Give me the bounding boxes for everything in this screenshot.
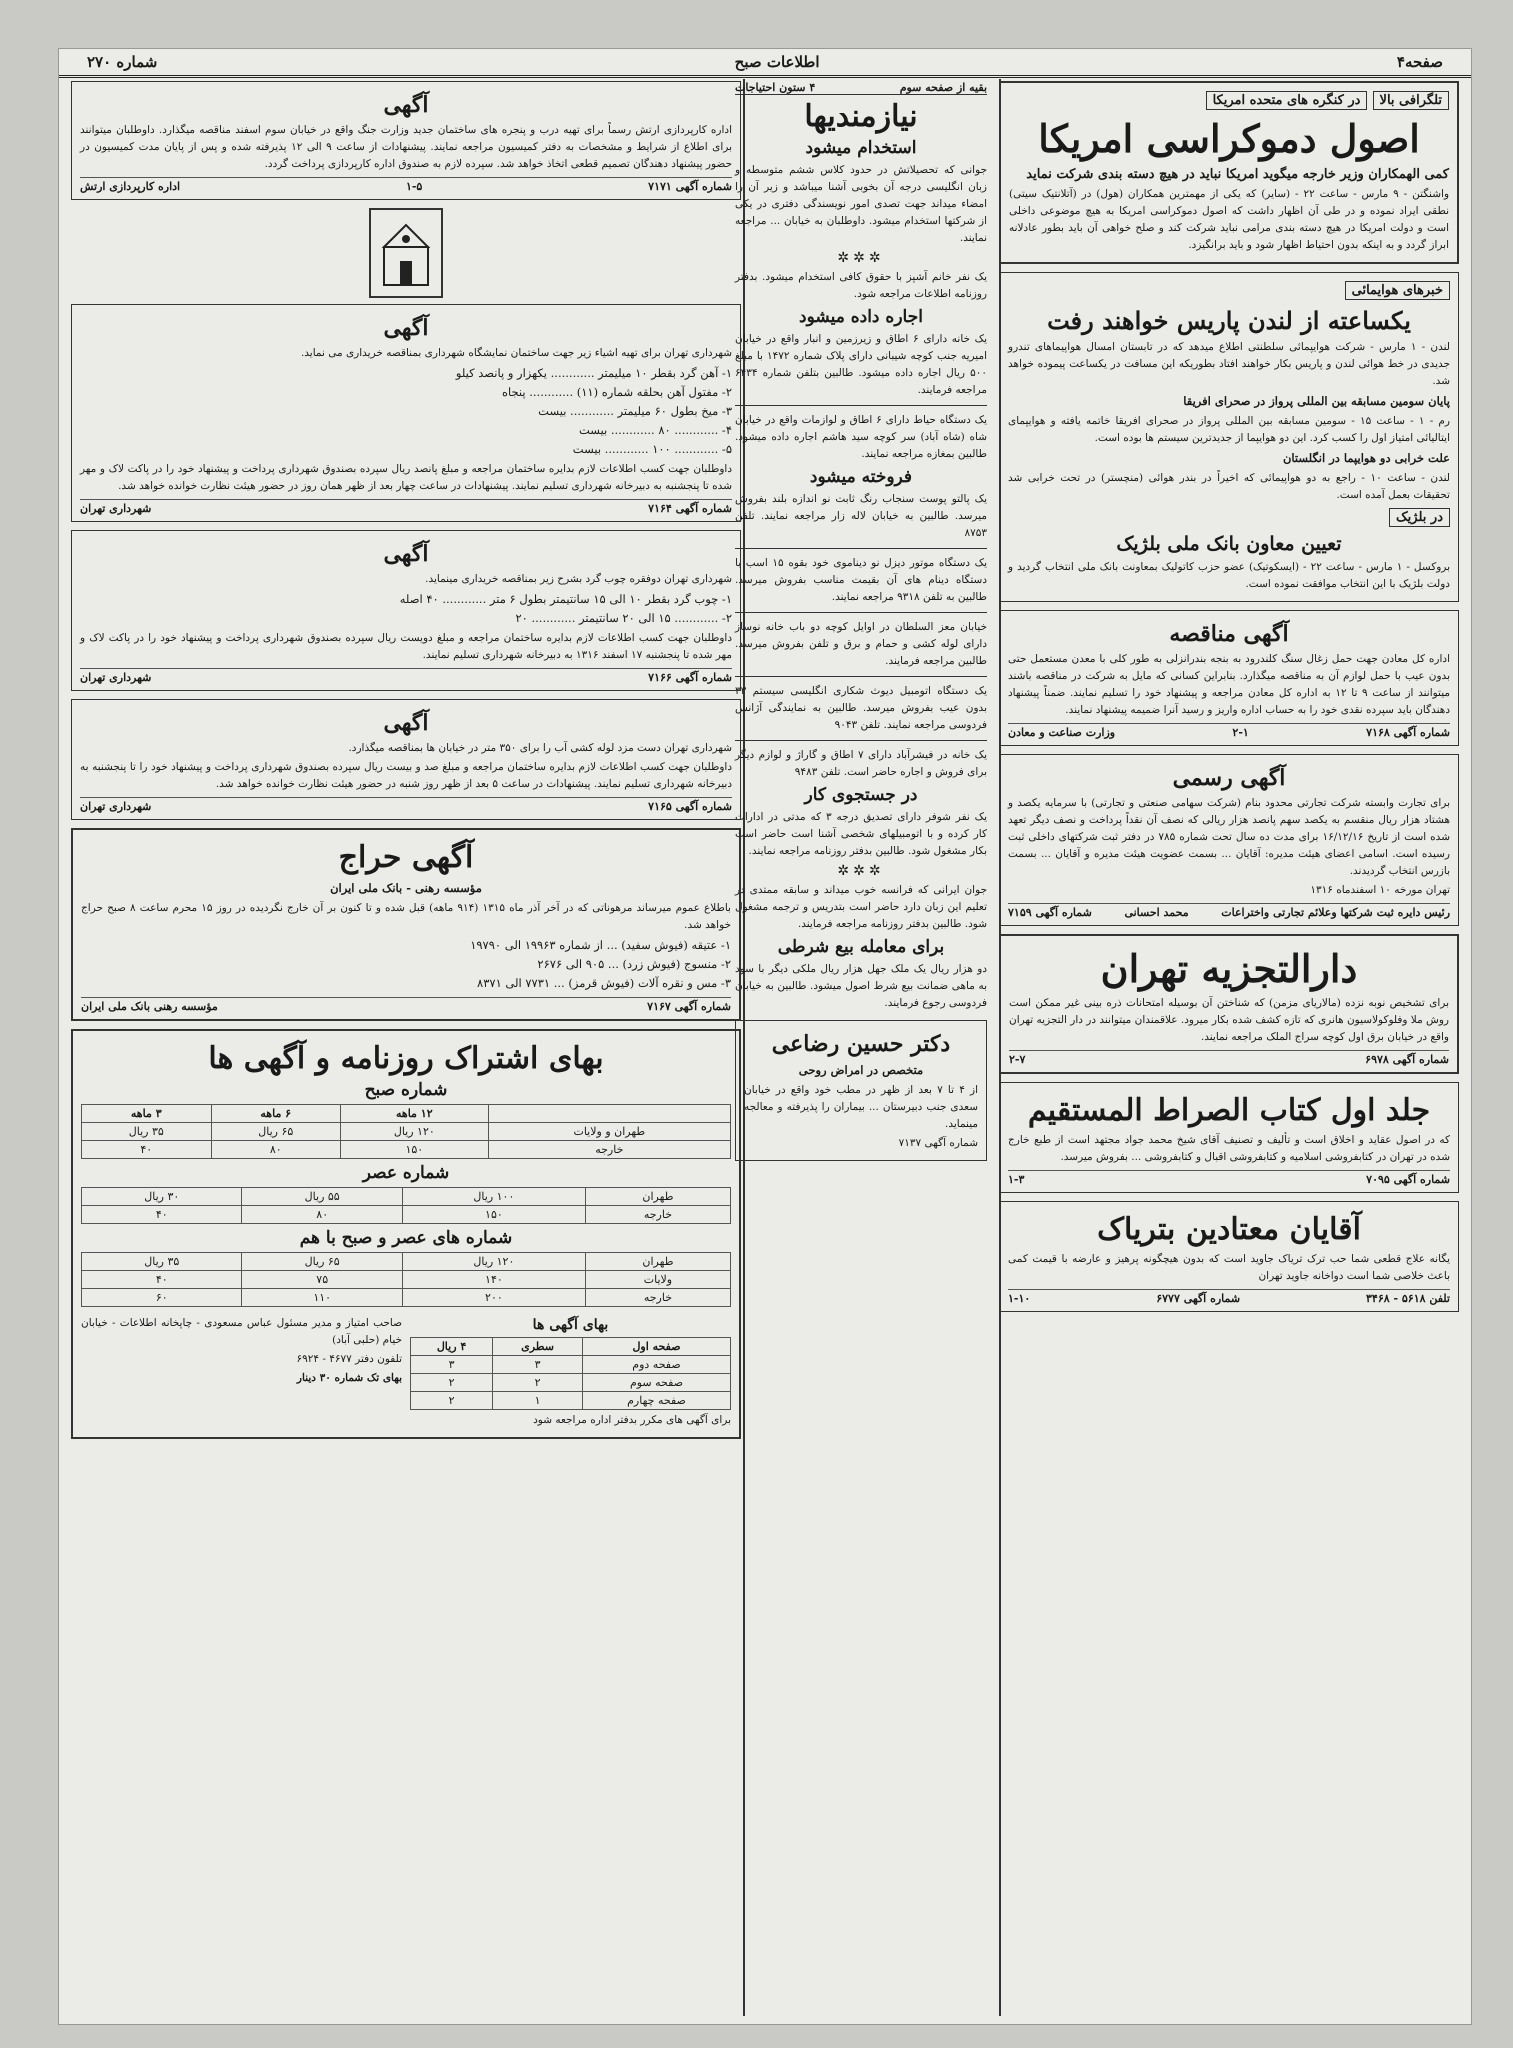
- section-title: برای معامله بیع شرطی: [777, 937, 945, 957]
- ad-number: شماره آگهی ۷۱۶۵: [648, 800, 732, 813]
- ad-number: شماره آگهی ۷۱۶۶: [648, 671, 732, 684]
- table-cell: ۲: [411, 1392, 493, 1410]
- doctor-ad: [735, 1020, 987, 1161]
- ad-body: باطلاع عموم میرساند مرهوناتی که در آخر آذر ماه ۱۳۱۵ (۹۱۴ ماهه) قبل شده و تا کنون بر آن خارج نگردیده در روز ۱۵ محرم ساعت ۸ صبح حراج خواهد شد.: [81, 902, 731, 931]
- ad-title: دارالتجزیه تهران: [1100, 946, 1358, 991]
- table-cell: ۲: [493, 1374, 583, 1392]
- opium-ad: [999, 1201, 1459, 1312]
- table-cell: ۴۰: [82, 1206, 242, 1224]
- ad-footer: [80, 499, 732, 515]
- evening-rates-table: [81, 1187, 731, 1224]
- table-cell: ۱۴۰: [402, 1271, 585, 1289]
- ad-signature: شهرداری تهران: [80, 502, 152, 515]
- ad-title: آگهی مناقصه: [1169, 621, 1289, 647]
- table-cell: طهران و ولایات: [488, 1123, 730, 1141]
- table-cell: ۱۲۰ ریال: [340, 1123, 488, 1141]
- ad-intro: شهرداری تهران برای تهیه اشیاء زیر جهت ساختمان نمایشگاه شهرداری بمناقصه خریداری می نماید.: [300, 347, 732, 359]
- article-body: لندن - ساعت ۱۰ - راجع به دو هواپیمائی که اخیراً در بندر هوائی (منچستر) در تحت خرابی شد تحقیقات بعمل آمده است.: [1008, 472, 1451, 501]
- paper-name: اطلاعات صبح: [734, 53, 820, 71]
- ad-number: شماره آگهی ۷۱۶۸: [1366, 726, 1450, 739]
- article-body: واشنگتن - ۹ مارس - ساعت ۲۲ - (سایر) که یکی از مهمترین همکاران (هول) در (آتلانتیک سیتی) نطقی ایراد نموده و در طی آن اظهار داشت که اصول دموکراسی امریکا به هیچ موضوعی داخلی است و دولت امریکا در هیچ دسته بندی مرامی نباید شرکت کند و صلح خواهی آن باید بطور عادلانه ابراز گردد و به اینکه بدون احتیاط اظهار شود و باید برانگیزد.: [1009, 188, 1450, 251]
- ad-footer: [80, 177, 732, 193]
- table-header-row: [82, 1105, 731, 1123]
- classified-item: یک دستگاه حیاط دارای ۶ اطاق و لوازمات واقع در خیابان شاه (شاه آباد) سر کوچه سید هاشم اجاره داده میشود. طالبین بمغازه مراجعه نمایند.: [735, 414, 987, 460]
- ad-signature: شهرداری تهران: [80, 800, 152, 813]
- municipality-ad-1: [71, 304, 741, 522]
- table-row: [82, 1253, 731, 1271]
- single-copy-price: بهای تک شماره ۳۰ دینار: [296, 1372, 402, 1384]
- ad-number: شماره آگهی ۶۷۷۷: [1156, 1292, 1241, 1305]
- table-header-cell: ۶ ماهه: [211, 1105, 340, 1123]
- section-title: اجاره داده میشود: [799, 307, 923, 327]
- ads-rates-table: [410, 1337, 731, 1410]
- classified-item: یک خانه دارای ۶ اطاق و زیرزمین و انبار واقع در خیابان امیریه جنب کوچه شیبانی دارای پلاک شماره ۱۴۷۲ با مبلغ ۵۰۰ ریال اجاره داده میشود. طالبین بتلفن شماره ۶۴۳۴ مراجعه فرمایند.: [735, 333, 988, 396]
- table-cell: ۵۵ ریال: [242, 1188, 402, 1206]
- table-caption: شماره های عصر و صبح با هم: [299, 1228, 513, 1248]
- table-cell: ۳۵ ریال: [82, 1253, 242, 1271]
- tender-ad: [999, 610, 1459, 746]
- kicker-belgium: در بلژیک: [1389, 508, 1450, 527]
- ad-item-list: [81, 936, 731, 993]
- ad-body: داوطلبان جهت کسب اطلاعات لازم بدایره ساختمان مراجعه و مبلغ پانصد ریال سپرده بصندوق شهرداری پرداخت و پیشنهاد خود را در پاکت لاک و مهر شده تا پنجشنبه به دبیرخانه شهرداری تسلیم نمایند. پیشنهادات در ساعت چهار بعد از ظهر همان روز در حضور هیئت نظارت خوانده خواهد شد.: [80, 463, 732, 492]
- aviation-news: [999, 272, 1459, 602]
- ad-intro: شهرداری تهران دوفقره چوب گرد بشرح زیر بمناقصه خریداری مینماید.: [425, 573, 732, 585]
- list-item: ۲- منسوج (فیوش زرد) ... ۹۰۵ الی ۲۶۷۶: [537, 957, 731, 971]
- ad-body: برای تجارت وابسته شرکت تجارتی محدود بنام (شرکت سهامی صنعتی و تجارتی) با سرمایه یکصد و هشتاد هزار ریال منقسم به یکصد سهم پانصد هزار ریالی که نصف آن نقداً پرداخت و نصف دیگر تعهد شده است از تاریخ ۱۶/۱۲/۱۶ برای مدت ده سال تحت شماره ۷۸۵ در دفتر ثبت شرکتهای داخلی ثبت رسیده است. اسامی اعضای هیئت مدیره: آقایان ... بسمت عضویت هیئت مدیره و آقایان ... بسمت بازرس انتخاب گردیدند.: [1008, 797, 1450, 877]
- ad-signature: وزارت صناعت و معادن: [1008, 726, 1116, 739]
- table-cell: ۶۰: [82, 1289, 242, 1307]
- table-cell: ۴۰: [82, 1271, 242, 1289]
- left-column: [71, 81, 741, 1447]
- ad-number: شماره آگهی ۷۱۷۱: [648, 180, 732, 193]
- masthead: [59, 49, 1471, 78]
- list-item: ۱- آهن گرد بقطر ۱۰ میلیمتر ............ یکهزار و پانصد کیلو: [455, 366, 732, 380]
- ad-body: اداره کارپردازی ارتش رسماً برای تهیه درب و پنجره های ساختمان جدید وزارت جنگ واقع در خیابان سوم اسفند مناقصه میگذارد. داوطلبان میتوانند برای اطلاع از شرایط و مشخصات به دفتر کمیسیون مراجعه نمایند. پیشنهادات از ساعت ۹ الی ۱۲ پذیرفته شده و پس از پایان مدت کمیسیون در حضور پیشنهاد دهندگان تصمیم قطعی اتخاذ خواهد شد. سپرده لازم به صندوق اداره کارپردازی پرداخت گردد.: [80, 124, 733, 170]
- ads-note: برای آگهی های مکرر بدفتر اداره مراجعه شود: [533, 1414, 731, 1426]
- divider: [735, 548, 987, 549]
- table-row: [411, 1374, 731, 1392]
- us-news-article: [999, 81, 1459, 264]
- divider: [735, 676, 987, 677]
- table-row: [411, 1392, 731, 1410]
- classified-item: یک خانه در فیشرآباد دارای ۷ اطاق و گاراژ و لوازم دیگر برای فروش و اجاره حاضر است. تلفن ۹۴۸۳: [735, 749, 987, 778]
- page-label: صفحه۴: [1396, 53, 1443, 71]
- divider: [735, 740, 987, 741]
- continued-label: بقیه از صفحه سوم: [899, 81, 987, 94]
- ad-number: شماره آگهی ۷۱۵۹: [1008, 906, 1092, 919]
- official-ad: [999, 754, 1459, 926]
- auction-ad: [71, 828, 741, 1021]
- ad-title: جلد اول کتاب الصراط المستقیم: [1027, 1093, 1431, 1128]
- book-ad: [999, 1082, 1459, 1193]
- table-cell: صفحه چهارم: [582, 1392, 730, 1410]
- classified-item: یک نفر خانم آشپز با حقوق کافی استخدام میشود. بدفتر روزنامه اطلاعات مراجعه شود.: [735, 271, 987, 300]
- headline-democracy: اصول دموکراسی امریکا: [1038, 116, 1420, 161]
- table-row: [82, 1123, 731, 1141]
- list-item: ۵- ............ ۱۰۰ ............ بیست: [572, 442, 732, 456]
- table-cell: طهران: [585, 1253, 730, 1271]
- ad-number: شماره آگهی ۶۹۷۸: [1365, 1053, 1449, 1066]
- table-cell: ۸۰: [211, 1141, 340, 1159]
- ad-code: ۱-۱۰: [1008, 1292, 1031, 1305]
- ad-footer: [81, 997, 731, 1013]
- ad-code: ۲-۱: [1232, 726, 1249, 739]
- ad-footer: [1008, 1289, 1450, 1305]
- classified-item: خیابان معز السلطان در اوایل کوچه دو باب خانه نوساز دارای لوله کشی و حمام و برق و تلفن بفروش میرسد. طالبین مراجعه فرمایند.: [735, 621, 987, 667]
- section-label: خبرهای هوایمائی: [1345, 281, 1450, 300]
- ad-signature: مؤسسه رهنی بانک ملی ایران: [81, 1000, 218, 1013]
- divider: [735, 612, 987, 613]
- municipality-ad-3: [71, 699, 741, 820]
- needs-title: نیازمندیها: [804, 99, 918, 134]
- table-caption: شماره صبح: [364, 1080, 448, 1100]
- table-header-cell: ۴ ریال: [411, 1338, 493, 1356]
- table-header-cell: صفحه اول: [582, 1338, 730, 1356]
- table-cell: ۱۰۰ ریال: [402, 1188, 585, 1206]
- table-cell: ۲۰۰: [402, 1289, 585, 1307]
- ad-number: شماره آگهی ۷۱۳۷: [898, 1137, 978, 1149]
- table-cell: خارجه: [585, 1206, 730, 1224]
- list-item: ۲- مفتول آهن بحلقه شماره (۱۱) ............ پنجاه: [501, 385, 732, 399]
- ad-title: آگهی: [383, 315, 429, 341]
- ad-body: اداره کل معادن جهت حمل زغال سنگ کلندرود به بنجه بندرانزلی به طور کلی با معدن مستعمل حتی بدون عیب با حمل لوازم آن به مناقصه میگذارد. بنابراین کسانی که مایل به شرکت در مناقصه باشند میتوانند از ساعت ۹ تا ۱۲ به اداره کل معادن مراجعه و پیشنهاد خود را تسلیم نمایند. ضمناً پیشنهاد دهندگان باید سپرده نقدی خود را به حساب اداره واریز و رسید آنرا ضمیمه پیشنهاد نمایند.: [1008, 653, 1450, 716]
- classified-item: یک پالتو پوست سنجاب رنگ ثابت نو اندازه بلند بفروش میرسد. طالبین به خیابان لاله زار مراجعه نمایند. تلفن ۸۷۵۳: [735, 493, 987, 539]
- article-body: رم - ۱ - ساعت ۱۵ - سومین مسابقه بین المللی پرواز در صحرای افریقا خاتمه یافته و هوایپمای ایتالیائی امتیاز اول را کسب کرد. این دو هوایپما از جدیدترین سیستم ها بوده است.: [1008, 415, 1451, 444]
- table-header-cell: سطری: [493, 1338, 583, 1356]
- subhead: کمی الهمکاران وزیر خارجه میگوید امریکا نباید در هیچ دسته بندی شرکت نماید: [1026, 167, 1449, 182]
- list-item: ۲- ............ ۱۵ الی ۲۰ سانتیمتر ............ ۲۰: [515, 611, 732, 625]
- table-row: [82, 1206, 731, 1224]
- morning-rates-table: [81, 1104, 731, 1159]
- ad-body: یگانه علاج قطعی شما حب ترک تریاک جاوید است که بدون هیچگونه پرهیز و عارضه با قیمت کمی باعث خلاصی شما است دواخانه جاوید تهران: [1008, 1253, 1450, 1282]
- table-cell: ۸۰: [242, 1206, 402, 1224]
- ad-item-list: [80, 364, 732, 459]
- table-cell: ۲: [411, 1374, 493, 1392]
- table-row: [82, 1188, 731, 1206]
- table-cell: ۳: [493, 1356, 583, 1374]
- ad-title: آگهی: [383, 710, 429, 736]
- ad-code: ۲-۷: [1009, 1053, 1026, 1066]
- classified-item: جوان ایرانی که فرانسه خوب میداند و سابقه ممتدی در تعلیم این زبان دارد حاضر است بتدریس و ترجمه مشغول شود. طالبین بدفتر روزنامه مراجعه فرمایند.: [735, 884, 987, 930]
- table-row: [82, 1289, 731, 1307]
- section-title: استخدام میشود: [805, 138, 917, 158]
- ad-signature: اداره کارپردازی ارتش: [80, 180, 181, 193]
- ad-footer: [1008, 903, 1450, 919]
- ad-signature: رئیس دایره ثبت شرکتها وعلائم تجارتی واختراعات: [1221, 906, 1450, 919]
- separator-ornament: ✲✲✲: [837, 250, 885, 266]
- ad-body: برای تشخیص نوبه نزده (مالاریای مزمن) که شناختن آن بوسیله امتحانات ذره بینی غیر ممکن است روش ملا وفلوکولاسیون هانری که تازه کشف شده بکار میرود. علاقمندان میتوانند در دار التجزیه تهران واقع در خیابان برق اول کوچه سراج الملک مراجعه نمایند.: [1009, 997, 1449, 1043]
- classified-item: دو هزار ریال یک ملک جهل هزار ریال ملکی دیگر با سود به ماهی ضمانت بیع شرط اصول میشود. طالبین به خیابان فردوسی رجوع فرمایند.: [735, 963, 987, 1009]
- table-cell: ۴۰: [82, 1141, 212, 1159]
- headline-london-paris: یکساعته از لندن پاریس خواهند رفت: [1047, 306, 1411, 335]
- classified-item: جوانی که تحصیلاتش در حدود کلاس ششم متوسطه و زبان انگلیسی درجه آن بخوبی آشنا میباشد و زیر آن را امضاء میداند جهت تصدی امور نویسندگی دفتری در یکی از شرکتها استخدام میشود. داوطلبان به خیابان ... مراجعه نمایند.: [735, 164, 987, 244]
- publisher-block: [81, 1313, 402, 1431]
- ad-footer: [80, 668, 732, 684]
- right-column: [999, 81, 1459, 1320]
- ad-footer: [1009, 1050, 1449, 1066]
- section-title: فروخته میشود: [809, 467, 913, 487]
- list-item: ۴- ............ ۸۰ ............ بیست: [578, 423, 732, 437]
- ad-body: داوطلبان جهت کسب اطلاعات لازم بدایره ساختمان مراجعه و مبلغ دویست ریال سپرده بصندوق شهرداری پرداخت و پیشنهاد خود را در پاکت لاک و مهر شده تا پنجشنبه ۱۷ اسفند ۱۳۱۶ به دبیرخانه شهرداری تسلیم نمایند.: [80, 632, 732, 661]
- table-cell: صفحه دوم: [582, 1356, 730, 1374]
- classified-item: یک دستگاه اتومبیل دیوث شکاری انگلیسی سیستم ۳۳ بدون عیب بفروش میرسد. طالبین به نمایندگی آژانس فردوسی مراجعه نمایند. تلفن ۹۰۴۳: [735, 685, 987, 731]
- table-row: [411, 1356, 731, 1374]
- newspaper-page: [58, 48, 1472, 2025]
- list-item: ۳- میخ بطول ۶۰ میلیمتر ............ بیست: [538, 404, 732, 418]
- subscription-box: [71, 1029, 741, 1439]
- ad-code: ۱-۵: [405, 180, 423, 193]
- ad-body: که در اصول عقاید و اخلاق است و تألیف و تصنیف آقای شیخ محمد جواد مجتهد است از طبع خارج شده در تهران در کتابفروشی اسلامیه و کتابفروشی اقبال و کتابفروشی ... بفروش میرسد.: [1008, 1134, 1450, 1163]
- ad-signer-name: محمد احسانی: [1124, 906, 1189, 919]
- headline-belgium: تعیین معاون بانک ملی بلژیک: [1116, 533, 1342, 555]
- table-cell: ۱: [493, 1392, 583, 1410]
- list-item: ۱- چوب گرد بقطر ۱۰ الی ۱۵ سانتیمتر بطول ۶ متر ............ ۴۰ اصله: [399, 592, 732, 606]
- table-cell: ولایات: [585, 1271, 730, 1289]
- subscription-title: بهای اشتراک روزنامه و آگهی ها: [208, 1041, 604, 1076]
- article-body: لندن - ۱ مارس - شرکت هوایپمائی سلطنتی اطلاع میدهد که در تابستان امسال هواپیماهای تندرو جدیدی در خط هوائی لندن و پاریس بکار خواهند افتاد بطوریکه این مسافت در یکساعت پیموده خواهد شد.: [1008, 341, 1450, 387]
- ad-body: داوطلبان جهت کسب اطلاعات لازم بدایره ساختمان مراجعه و مبلغ صد و بیست ریال سپرده بصندوق شهرداری پرداخت و پیشنهاد خود را تا پنجشنبه به دبیرخانه شهرداری تسلیم نمایند. پیشنهادات در ساعت ۵ بعد از ظهر روز شنبه در حضور هیئت نظارت خوانده خواهد شد.: [80, 761, 732, 790]
- column-label: ۴ ستون احتیاجات: [735, 81, 816, 94]
- kicker-top: تلگرافی بالا: [1373, 91, 1449, 110]
- ad-code: ۱-۳: [1008, 1173, 1025, 1186]
- combined-rates-table: [81, 1252, 731, 1307]
- list-item: ۱- عتیقه (فیوش سفید) ... از شماره ۱۹۹۶۳ الی ۱۹۷۹۰: [470, 938, 731, 952]
- table-cell: ۱۵۰: [340, 1141, 488, 1159]
- issue-label: شماره ۲۷۰: [87, 53, 158, 71]
- table-cell: طهران: [585, 1188, 730, 1206]
- table-cell: ۶۵ ریال: [211, 1123, 340, 1141]
- table-cell: خارجه: [585, 1289, 730, 1307]
- table-row: [82, 1141, 731, 1159]
- table-cell: صفحه سوم: [582, 1374, 730, 1392]
- ad-title: آگهی حراج: [338, 840, 474, 875]
- table-cell: ۷۵: [242, 1271, 402, 1289]
- ad-body: از ۴ تا ۷ بعد از ظهر در مطب خود واقع در خیابان سعدی جنب دبیرستان ... بیماران را پذیرفته و معالجه مینماید.: [744, 1084, 979, 1130]
- army-ad: [71, 81, 741, 200]
- separator-ornament: ✲✲✲: [837, 863, 885, 879]
- ads-rates: [410, 1313, 731, 1431]
- ad-number: شماره آگهی ۷۱۶۷: [647, 1000, 731, 1013]
- kicker-sub: در کنگره های متحده امریکا: [1206, 91, 1368, 110]
- ad-footer: [1008, 1170, 1450, 1186]
- classified-item: یک نفر شوفر دارای تصدیق درجه ۳ که مدتی در ادارات کار کرده و با اتومبیلهای شخصی آشنا است حاضر است بکار مشغول شود. طالبین بدفتر روزنامه مراجعه نمایند.: [735, 811, 988, 857]
- table-cell: ۳: [411, 1356, 493, 1374]
- ad-number: شماره آگهی ۷۰۹۵: [1366, 1173, 1450, 1186]
- ad-title: آگهی: [383, 541, 429, 567]
- ads-rate-title: بهای آگهی ها: [532, 1317, 609, 1333]
- ad-subtitle: مؤسسه رهنی - بانک ملی ایران: [330, 881, 482, 895]
- subhead: پایان سومین مسابقه بین المللی پرواز در صحرای افریقا: [1183, 394, 1450, 408]
- ad-item-list: [80, 590, 732, 628]
- publisher-info: صاحب امتیاز و مدیر مسئول عباس مسعودی - چاپخانه اطلاعات - خیابان خیام (حلبی آباد): [81, 1317, 402, 1346]
- table-cell: ۱۱۰: [242, 1289, 402, 1307]
- subscription-footer: [81, 1313, 731, 1431]
- doctor-name: دکتر حسین رضاعی: [771, 1031, 951, 1057]
- table-header-row: [411, 1338, 731, 1356]
- classified-item: یک دستگاه موتور دیزل نو دیناموی خود بقوه ۱۵ اسب با دستگاه دینام های آن بقیمت مناسب بفروش میرسد. طالبین به تلفن ۹۳۱۸ مراجعه نمایند.: [735, 557, 987, 603]
- middle-column: [735, 81, 987, 1169]
- classifieds-header: [735, 81, 987, 95]
- ad-title: آگهی رسمی: [1172, 765, 1286, 791]
- table-row: [82, 1271, 731, 1289]
- ad-phone: تلفن ۵۶۱۸ - ۳۴۶۸: [1366, 1292, 1450, 1305]
- table-cell: ۶۵ ریال: [242, 1253, 402, 1271]
- ad-date: تهران مورخه ۱۰ اسفندماه ۱۳۱۶: [1310, 884, 1450, 896]
- table-cell: ۱۲۰ ریال: [402, 1253, 585, 1271]
- table-cell: خارجه: [488, 1141, 730, 1159]
- ad-footer: [1008, 723, 1450, 739]
- list-item: ۳- مس و نقره آلات (فیوش قرمز) ... ۷۷۳۱ الی ۸۳۷۱: [477, 976, 731, 990]
- divider: [735, 405, 987, 406]
- table-header-cell: ۱۲ ماهه: [340, 1105, 488, 1123]
- table-header-cell: ۳ ماهه: [82, 1105, 212, 1123]
- subhead: علت خرابی دو هوایپما در انگلستان: [1282, 451, 1450, 465]
- lab-ad: [999, 934, 1459, 1074]
- table-header-cell: [488, 1105, 730, 1123]
- ad-footer: [80, 797, 732, 813]
- table-cell: ۳۵ ریال: [82, 1123, 212, 1141]
- municipality-ad-2: [71, 530, 741, 691]
- ad-title: آقایان معتادین بتریاک: [1097, 1212, 1361, 1247]
- article-body: بروکسل - ۱ مارس - ساعت ۲۲ - (ایسکوتیک) عضو حزب کاتولیک بمعاونت بانک ملی انتخاب گردید و دولت بلژیک با این انتخاب موافقت نموده است.: [1008, 561, 1451, 590]
- doctor-specialty: متخصص در امراض روحی: [798, 1063, 924, 1077]
- table-caption: شماره عصر: [362, 1163, 450, 1183]
- phone-info: تلفون دفتر ۴۶۷۷ - ۶۹۲۴: [296, 1353, 402, 1365]
- section-title: در جستجوی کار: [804, 785, 918, 805]
- table-cell: ۳۰ ریال: [82, 1188, 242, 1206]
- ad-title: آگهی: [383, 92, 429, 118]
- ad-signature: شهرداری تهران: [80, 671, 152, 684]
- municipality-emblem-icon: [369, 208, 443, 298]
- ad-number: شماره آگهی ۷۱۶۴: [648, 502, 732, 515]
- ad-intro: شهرداری تهران دست مزد لوله کشی آب را برای ۳۵۰ متر در خیابان ها بمناقصه میگذارد.: [348, 742, 732, 754]
- table-cell: ۱۵۰: [402, 1206, 585, 1224]
